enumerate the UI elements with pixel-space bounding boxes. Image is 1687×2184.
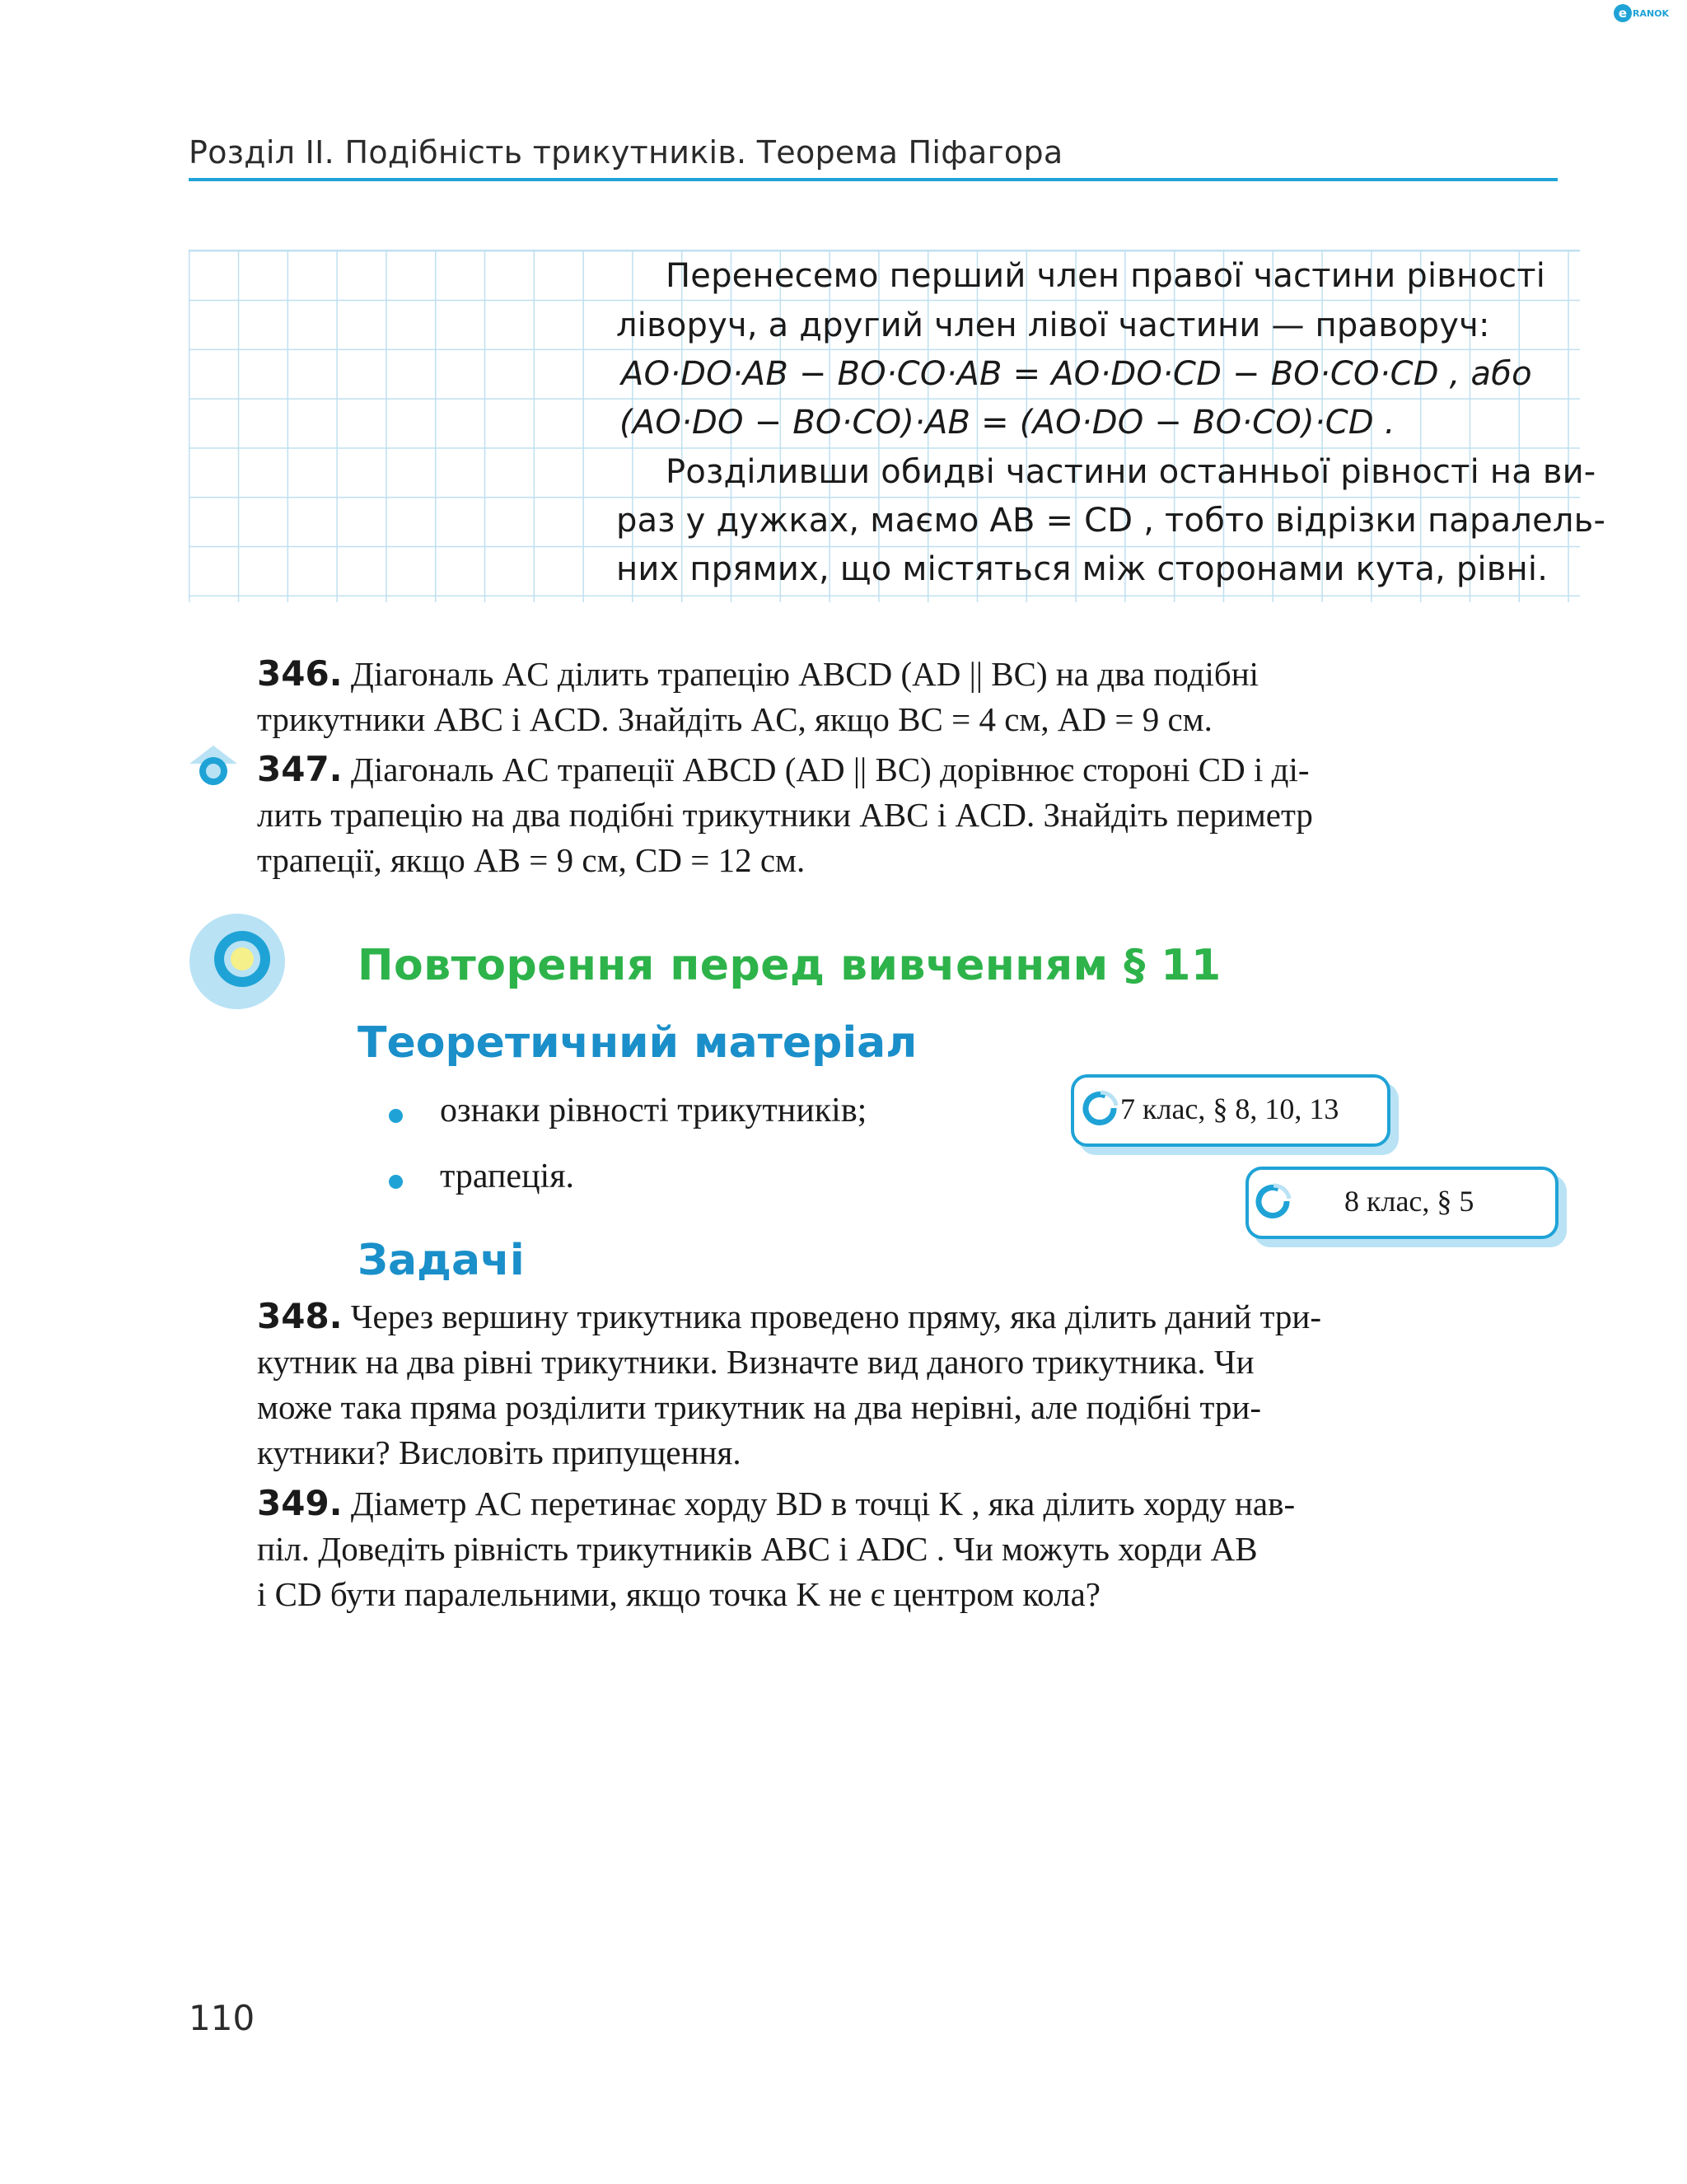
- reference-text: 8 клас, § 5: [1344, 1185, 1474, 1218]
- proof-line-4: (AO·DO − BO·CO)·AB = (AO·DO − BO·CO)·CD .: [619, 404, 1395, 442]
- problem-number: 347.: [257, 749, 343, 789]
- proof-line-5: Розділивши обидві частини останньої рівності на ви-: [666, 453, 1596, 491]
- problem-line: трикутники ABC і ACD. Знайдіть AC, якщо BC = 4 см, AD = 9 см.: [257, 700, 1213, 738]
- proof-line-7: них прямих, що містяться між сторонами кута, рівні.: [616, 550, 1549, 588]
- problem-line: кутники? Висловіть припущення.: [257, 1433, 741, 1471]
- bullet-dot: [389, 1175, 403, 1189]
- bullet-dot: [389, 1109, 403, 1123]
- problem-347: [257, 746, 1558, 883]
- proof-line-6: раз у дужках, маємо AB = CD , тобто відрізки паралель-: [616, 502, 1606, 540]
- proof-line-3: AO·DO·AB − BO·CO·AB = AO·DO·CD − BO·CO·CD , або: [621, 355, 1532, 393]
- header-rule: [189, 178, 1558, 181]
- problem-number: 346.: [257, 653, 343, 694]
- problem-line: кутник на два рівні трикутники. Визначте вид даного трикутника. Чи: [257, 1343, 1255, 1381]
- review-title: Повторення перед вивченням § 11: [357, 941, 1222, 990]
- problem-line: Через вершину трикутника проведено пряму, яка ділить даний три-: [350, 1298, 1322, 1335]
- publisher-logo: [1613, 2, 1685, 25]
- problem-line: може така пряма розділити трикутник на два нерівні, але подібні три-: [257, 1388, 1261, 1426]
- tasks-title: Задачі: [357, 1236, 525, 1285]
- problem-line: Діагональ AC трапеції ABCD (AD || BC) дорівнює стороні CD і ді-: [350, 751, 1310, 788]
- problem-line: Діаметр AC перетинає хорду BD в точці K , яка ділить хорду нав-: [350, 1485, 1296, 1522]
- problem-349: [257, 1480, 1558, 1617]
- problem-346: [257, 651, 1558, 742]
- difficulty-marker-icon: [188, 744, 239, 788]
- refresh-icon: [1254, 1182, 1293, 1220]
- problem-line: трапеції, якщо AB = 9 см, CD = 12 см.: [257, 841, 806, 879]
- refresh-icon: [1081, 1089, 1120, 1127]
- proof-line-1: Перенесемо перший член правої частини рівності: [666, 257, 1546, 295]
- logo-text: RANOK: [1633, 8, 1670, 19]
- problem-line: лить трапецію на два подібні трикутники ABC і ACD. Знайдіть периметр: [257, 796, 1313, 834]
- bullet-item: ознаки рівності трикутників;: [440, 1092, 867, 1129]
- problem-number: 349.: [257, 1483, 343, 1523]
- svg-text:e: e: [1618, 6, 1628, 21]
- running-head: Розділ II. Подібність трикутників. Теорема Піфагора: [189, 134, 1063, 171]
- page-number: 110: [189, 1998, 255, 2038]
- theory-title: Теоретичний матеріал: [357, 1018, 918, 1068]
- problem-line: Діагональ AC ділить трапецію ABCD (AD || BC) на два подібні: [350, 655, 1259, 693]
- reference-text: 7 клас, § 8, 10, 13: [1120, 1092, 1339, 1125]
- problem-line: і CD бути паралельними, якщо точка K не є центром кола?: [257, 1575, 1101, 1613]
- problem-number: 348.: [257, 1296, 343, 1336]
- problem-line: піл. Доведіть рівність трикутників ABC і ADC . Чи можуть хорди AB: [257, 1530, 1258, 1568]
- review-section-icon: [188, 913, 287, 1010]
- problem-348: [257, 1293, 1558, 1475]
- bullet-item: трапеція.: [440, 1157, 575, 1195]
- proof-line-2: ліворуч, а другий член лівої частини — праворуч:: [616, 306, 1490, 344]
